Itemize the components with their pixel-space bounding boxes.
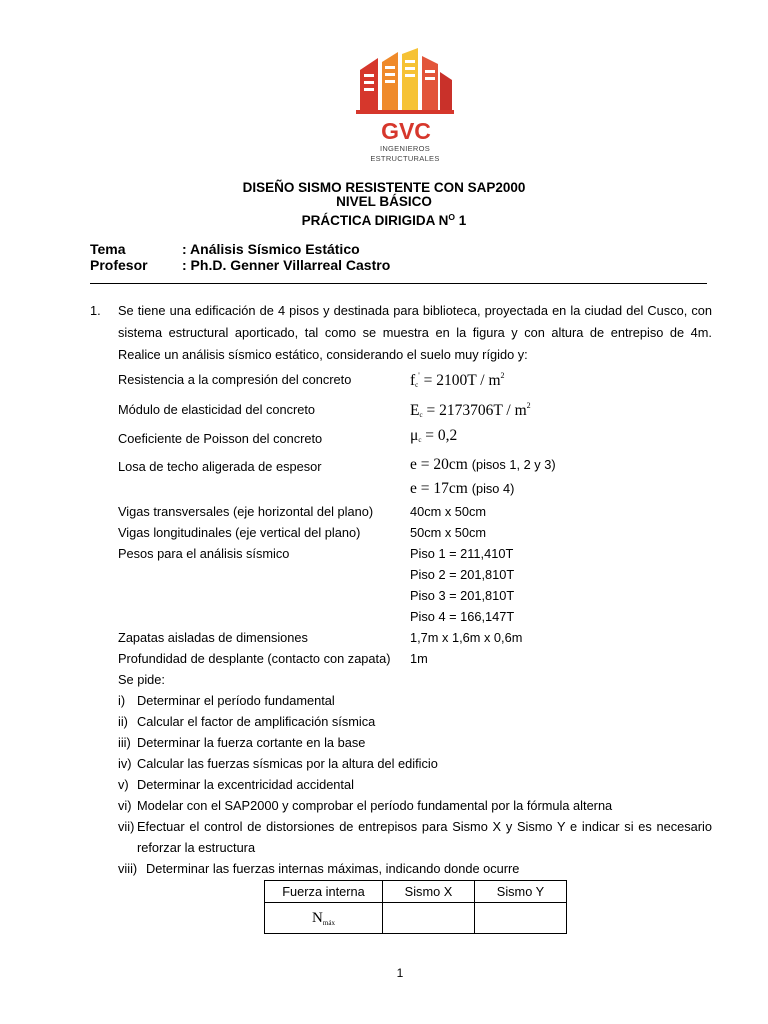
intro-line: Realice un análisis sísmico estático, considerando el suelo muy rígido y: bbox=[118, 347, 528, 362]
prop-label: Vigas transversales (eje horizontal del plano) bbox=[118, 504, 374, 519]
prop-value: Piso 3 = 201,810T bbox=[410, 588, 515, 603]
doc-title-line3-text: PRÁCTICA DIRIGIDA N bbox=[301, 213, 449, 228]
intro-line: sistema estructural aporticado, tal como se muestra en la figura y con altura de entrepiso de 4m. bbox=[118, 325, 712, 340]
item-text: Determinar la fuerza cortante en la base bbox=[137, 735, 366, 750]
prop-value: Piso 2 = 201,810T bbox=[410, 567, 515, 582]
table-header-cell: Fuerza interna bbox=[265, 881, 383, 903]
item-text: Efectuar el control de distorsiones de entrepisos para Sismo X y Sismo Y e indicar si es necesario bbox=[137, 819, 712, 834]
prop-value-losa2: e = 17cm (piso 4) bbox=[410, 480, 515, 497]
prop-value-poisson: $\mu_c = 0,2$ bbox=[410, 427, 458, 444]
header-divider bbox=[90, 283, 707, 284]
internal-forces-table bbox=[264, 880, 567, 934]
prop-label: Resistencia a la compresión del concreto bbox=[118, 372, 352, 387]
prop-value-fc: $f_c' = 2100T / m^2$ bbox=[410, 371, 505, 389]
tema-value: : Análisis Sísmico Estático bbox=[182, 241, 360, 257]
problem-number: 1. bbox=[90, 303, 101, 318]
item-text: Modelar con el SAP2000 y comprobar el período fundamental por la fórmula alterna bbox=[137, 798, 613, 813]
doc-title-line1: DISEÑO SISMO RESISTENTE CON SAP2000 bbox=[242, 180, 526, 195]
prop-label: Profundidad de desplante (contacto con zapata) bbox=[118, 651, 391, 666]
problem-intro bbox=[118, 300, 712, 366]
item-number: vii) bbox=[118, 819, 135, 834]
logo-subtitle-line2: ESTRUCTURALES bbox=[370, 154, 440, 163]
item-number: viii) bbox=[118, 861, 138, 876]
prop-value-ec: $E_c = 2173706T / m^2$ bbox=[410, 401, 531, 419]
tema-row bbox=[90, 241, 360, 257]
prop-label: Zapatas aisladas de dimensiones bbox=[118, 630, 308, 645]
prop-value: Piso 4 = 166,147T bbox=[410, 609, 515, 624]
nmax-symbol: N bbox=[312, 909, 323, 926]
table-cell-sismo-y bbox=[475, 903, 567, 934]
table-header-row bbox=[265, 881, 567, 903]
doc-title-line2: NIVEL BÁSICO bbox=[336, 194, 432, 209]
logo-brand-text: GVC bbox=[381, 118, 431, 144]
item-number: vi) bbox=[118, 798, 132, 813]
item-number: iii) bbox=[118, 735, 131, 750]
prop-label: Coeficiente de Poisson del concreto bbox=[118, 431, 323, 446]
table-row-label bbox=[265, 903, 383, 934]
item-text: Determinar la excentricidad accidental bbox=[137, 777, 354, 792]
profesor-row bbox=[90, 257, 390, 273]
table-header-cell: Sismo X bbox=[383, 881, 475, 903]
tema-label: Tema bbox=[90, 241, 126, 257]
table-row bbox=[265, 903, 567, 934]
prop-note: (pisos 1, 2 y 3) bbox=[471, 457, 556, 472]
page-number: 1 bbox=[396, 966, 404, 980]
prop-label: Vigas longitudinales (eje vertical del plano) bbox=[118, 525, 361, 540]
profesor-label: Profesor bbox=[90, 257, 148, 273]
buildings-logo-icon bbox=[352, 48, 458, 120]
prop-value: 1,7m x 1,6m x 0,6m bbox=[410, 630, 523, 645]
prop-value: 40cm x 50cm bbox=[410, 504, 487, 519]
item-text: Determinar el período fundamental bbox=[137, 693, 335, 708]
intro-line: Se tiene una edificación de 4 pisos y destinada para biblioteca, proyectada en la ciudad del Cusco, con bbox=[118, 303, 712, 318]
se-pide-label: Se pide: bbox=[118, 672, 165, 687]
item-text: Determinar las fuerzas internas máximas, indicando donde ocurre bbox=[146, 861, 520, 876]
item-number: iv) bbox=[118, 756, 132, 771]
prop-label: Losa de techo aligerada de espesor bbox=[118, 459, 322, 474]
prop-value: Piso 1 = 211,410T bbox=[410, 546, 514, 561]
gvc-logo bbox=[352, 48, 458, 166]
doc-title-line3 bbox=[0, 210, 768, 228]
profesor-value: : Ph.D. Genner Villarreal Castro bbox=[182, 257, 391, 273]
nmax-subscript: máx bbox=[322, 918, 335, 927]
item-text: Calcular el factor de amplificación sísmica bbox=[137, 714, 376, 729]
item-number: i) bbox=[118, 693, 126, 708]
prop-value: 50cm x 50cm bbox=[410, 525, 487, 540]
prop-value: 1m bbox=[410, 651, 428, 666]
prop-label: Pesos para el análisis sísmico bbox=[118, 546, 290, 561]
logo-subtitle-line1: INGENIEROS bbox=[379, 144, 431, 153]
table-cell-sismo-x bbox=[383, 903, 475, 934]
item-number: v) bbox=[118, 777, 129, 792]
prop-label: Módulo de elasticidad del concreto bbox=[118, 402, 316, 417]
doc-title-line3-end: 1 bbox=[455, 213, 467, 228]
item-text: Calcular las fuerzas sísmicas por la altura del edificio bbox=[137, 756, 438, 771]
prop-note: (piso 4) bbox=[471, 481, 515, 496]
prop-value-losa1: e = 20cm (pisos 1, 2 y 3) bbox=[410, 456, 556, 473]
item-text: reforzar la estructura bbox=[137, 840, 256, 855]
doc-title-line3-sup: O bbox=[448, 212, 456, 222]
table-header-cell: Sismo Y bbox=[475, 881, 567, 903]
item-number: ii) bbox=[118, 714, 128, 729]
